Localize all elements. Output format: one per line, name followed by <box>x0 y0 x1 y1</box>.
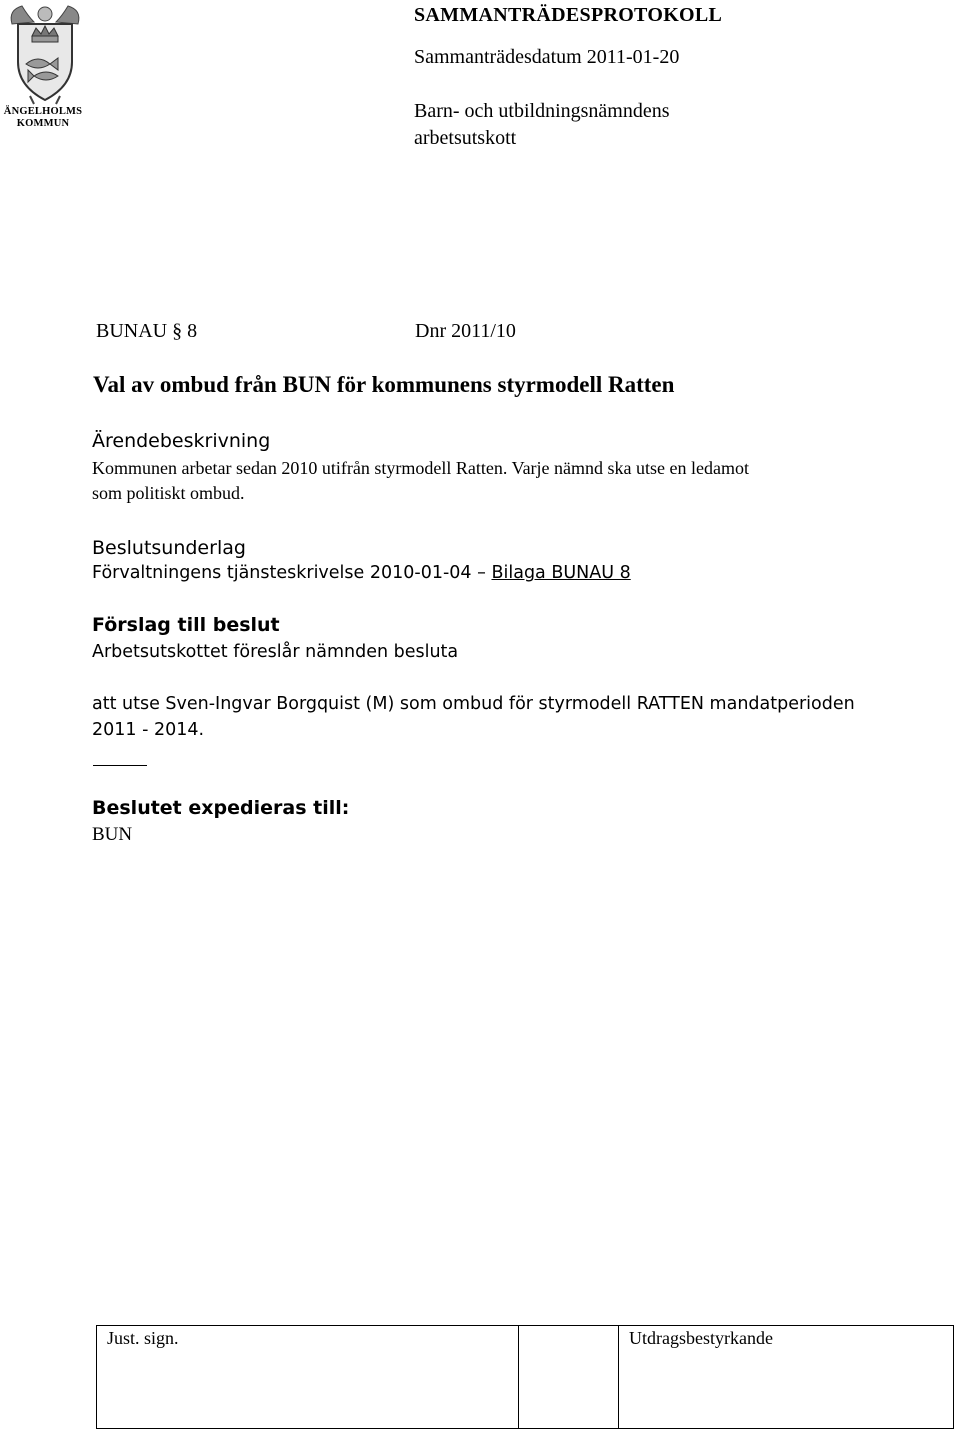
decision-text-line2: 2011 - 2014. <box>92 720 205 740</box>
meeting-date: Sammanträdesdatum 2011-01-20 <box>414 46 680 68</box>
logo-text <box>0 106 86 130</box>
attachment-link[interactable]: Bilaga BUNAU 8 <box>491 563 631 583</box>
basis-dash: – <box>477 563 486 583</box>
description-text-line1: Kommunen arbetar sedan 2010 utifrån styrmodell Ratten. Varje nämnd ska utse en ledamot <box>92 458 749 478</box>
basis-document: Förvaltningens tjänsteskrivelse 2010-01-04 <box>92 563 472 583</box>
signature-box <box>96 1325 954 1429</box>
description-text-line2: som politiskt ombud. <box>92 483 245 503</box>
proposal-text: Arbetsutskottet föreslår nämnden besluta <box>92 642 459 662</box>
coat-of-arms-icon <box>4 2 86 106</box>
board-name-line2: arbetsutskott <box>414 127 517 149</box>
board-name-line1: Barn- och utbildningsnämndens <box>414 100 670 122</box>
proposal-heading: Förslag till beslut <box>92 614 280 636</box>
signature-divider-right <box>618 1326 619 1428</box>
case-heading: Val av ombud från BUN för kommunens styrmodell Ratten <box>93 372 675 397</box>
dispatch-recipient: BUN <box>92 824 133 845</box>
signature-divider-left <box>518 1326 519 1428</box>
paragraph-number: BUNAU § 8 <box>96 320 198 342</box>
protocol-title: SAMMANTRÄDESPROTOKOLL <box>414 4 723 26</box>
section-separator <box>93 765 147 766</box>
dispatch-heading: Beslutet expedieras till: <box>92 797 350 819</box>
logo-text-line2: KOMMUN <box>16 118 70 129</box>
basis-text <box>92 563 631 583</box>
diary-number: Dnr 2011/10 <box>415 320 516 342</box>
logo-text-line1: ÄNGELHOLMS <box>3 106 83 117</box>
certification-label: Utdragsbestyrkande <box>629 1328 773 1348</box>
description-heading: Ärendebeskrivning <box>92 430 271 452</box>
basis-heading: Beslutsunderlag <box>92 537 246 559</box>
decision-text-line1: att utse Sven-Ingvar Borgquist (M) som ombud för styrmodell RATTEN mandatperioden <box>92 694 855 714</box>
adjuster-signature-label: Just. sign. <box>107 1328 179 1348</box>
